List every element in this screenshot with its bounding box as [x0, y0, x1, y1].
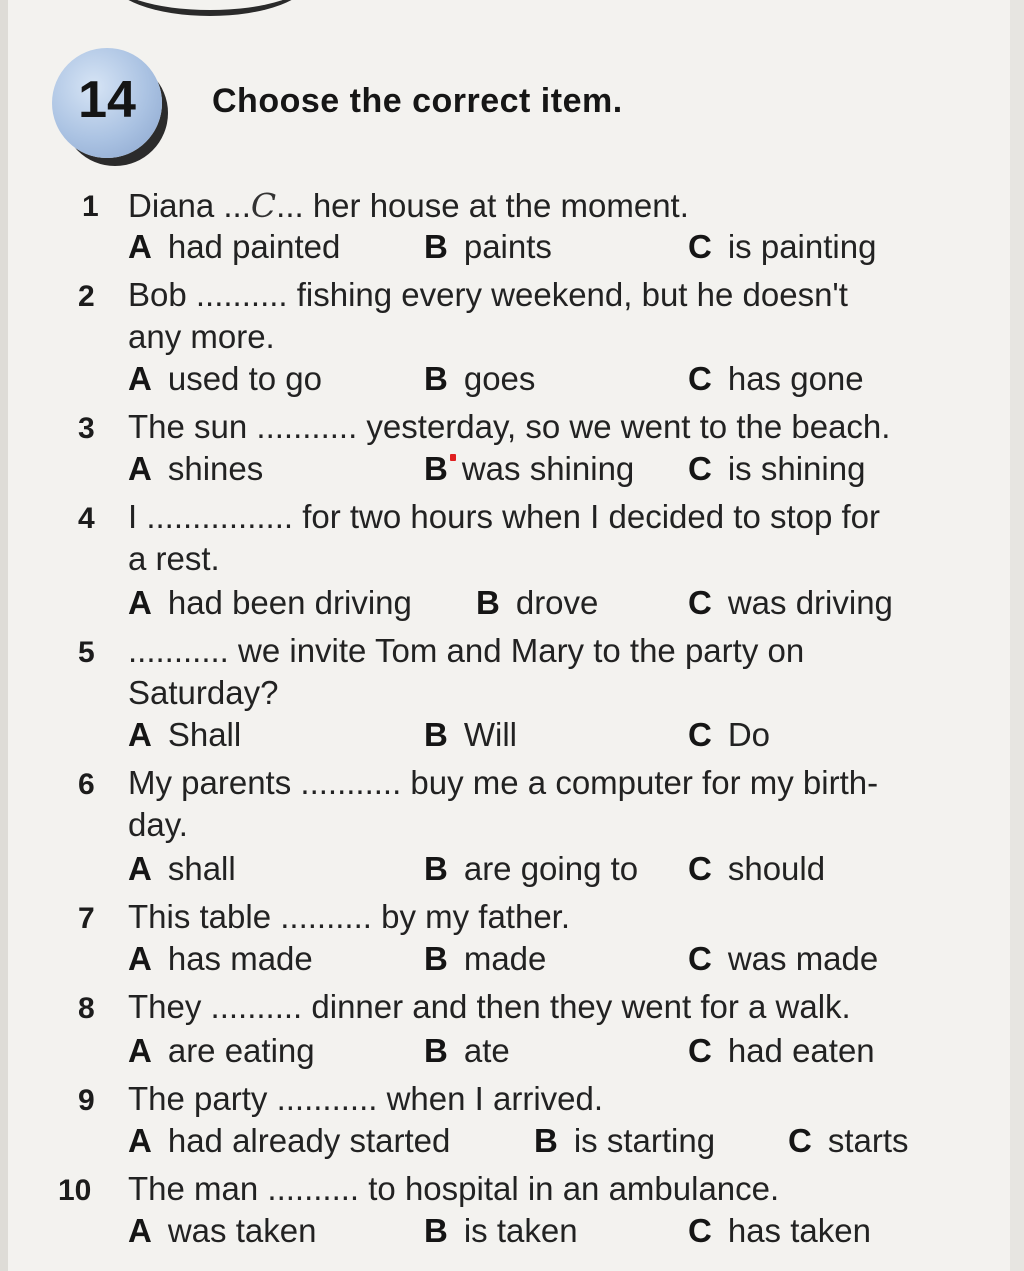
option-c[interactable]: C starts [788, 1122, 909, 1159]
option-b[interactable]: B Will [424, 716, 517, 753]
option-b[interactable]: B goes [424, 360, 536, 397]
page-edge-left [0, 0, 8, 1271]
question-number: 1 [82, 190, 99, 223]
option-c[interactable]: C has taken [688, 1212, 871, 1249]
option-c[interactable]: C is shining [688, 450, 866, 487]
question-number: 8 [78, 992, 95, 1025]
option-a[interactable]: A had been driving [128, 584, 412, 621]
option-c[interactable]: C should [688, 850, 826, 887]
question-number: 7 [78, 902, 95, 935]
question-text: I ................ for two hours when I decided to stop for [128, 498, 881, 535]
option-a[interactable]: A used to go [128, 360, 322, 397]
option-b[interactable]: B drove [476, 584, 599, 621]
option-b[interactable]: B ate [424, 1032, 510, 1069]
exercise-instruction: Choose the correct item. [212, 82, 623, 120]
option-a[interactable]: A has made [128, 940, 313, 977]
question-number: 10 [58, 1174, 92, 1207]
option-a[interactable]: A are eating [128, 1032, 315, 1069]
question-text: The man .......... to hospital in an ambulance. [128, 1170, 780, 1207]
option-b[interactable]: B was shining [424, 450, 635, 487]
page-edge-right [1010, 0, 1024, 1271]
option-b[interactable]: B paints [424, 228, 552, 265]
red-mark [450, 454, 456, 461]
question-text: My parents ........... buy me a computer for my birth- [128, 764, 879, 801]
question-text: This table .......... by my father. [128, 898, 571, 935]
question-text-continued: Saturday? [128, 674, 279, 711]
question-text-continued: any more. [128, 318, 275, 355]
option-b[interactable]: B is starting [534, 1122, 716, 1159]
question-text: The sun ........... yesterday, so we went to the beach. [128, 408, 891, 445]
question-text: The party ........... when I arrived. [128, 1080, 604, 1117]
option-a[interactable]: A had painted [128, 228, 341, 265]
option-a[interactable]: A shall [128, 850, 236, 887]
question-number: 2 [78, 280, 95, 313]
question-number: 3 [78, 412, 95, 445]
option-a[interactable]: A was taken [128, 1212, 317, 1249]
question-text-continued: day. [128, 806, 188, 843]
option-b[interactable]: B is taken [424, 1212, 578, 1249]
option-b[interactable]: B are going to [424, 850, 639, 887]
option-a[interactable]: A had already started [128, 1122, 451, 1159]
option-c[interactable]: C was made [688, 940, 879, 977]
question-number: 4 [78, 502, 95, 535]
option-c[interactable]: C was driving [688, 584, 893, 621]
option-c[interactable]: C has gone [688, 360, 864, 397]
question-text: Diana ...C... her house at the moment. [128, 186, 689, 225]
question-text: ........... we invite Tom and Mary to the party on [128, 632, 805, 669]
question-number: 5 [78, 636, 95, 669]
option-c[interactable]: C Do [688, 716, 771, 753]
question-text: They .......... dinner and then they went for a walk. [128, 988, 851, 1025]
decorative-arc [110, 0, 310, 16]
question-number: 6 [78, 768, 95, 801]
option-a[interactable]: A shines [128, 450, 264, 487]
exercise-number-badge [52, 48, 162, 158]
option-c[interactable]: C is painting [688, 228, 877, 265]
handwritten-answer: C [250, 186, 277, 225]
option-a[interactable]: A Shall [128, 716, 242, 753]
question-text-continued: a rest. [128, 540, 220, 577]
exercise-number: 14 [78, 71, 136, 129]
option-c[interactable]: C had eaten [688, 1032, 875, 1069]
option-b[interactable]: B made [424, 940, 547, 977]
question-number: 9 [78, 1084, 95, 1117]
question-text: Bob .......... fishing every weekend, but he doesn't [128, 276, 848, 313]
exercise-header [52, 48, 752, 158]
